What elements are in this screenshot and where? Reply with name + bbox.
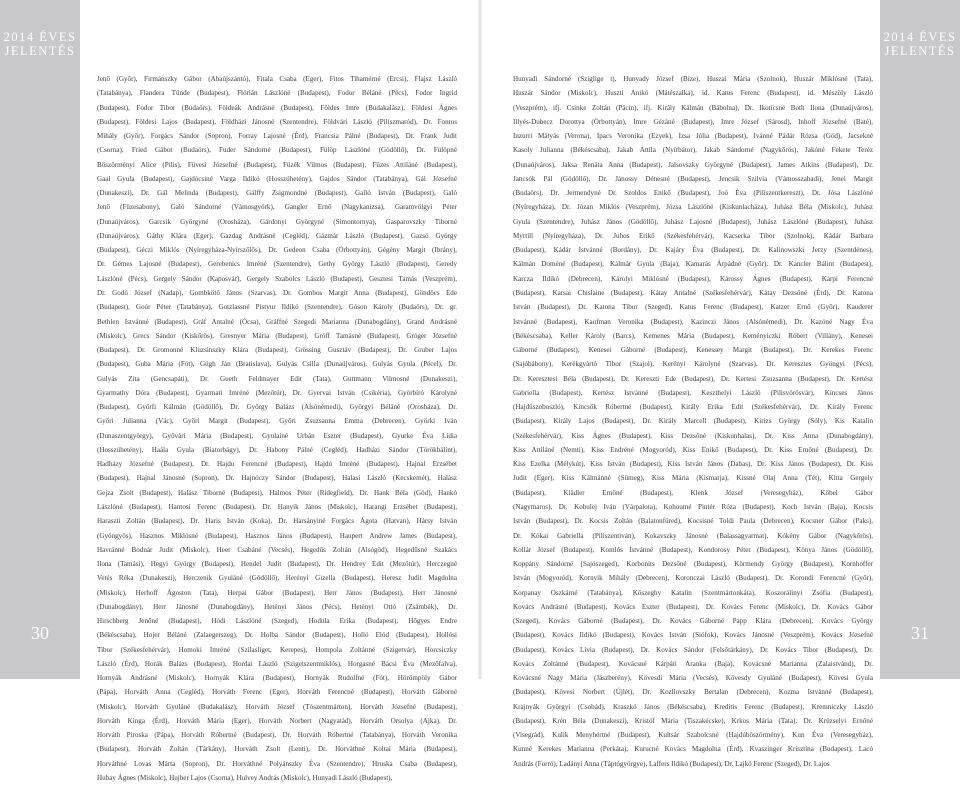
header-title-label: JELENTÉS bbox=[884, 44, 956, 58]
text-line: Dr. Godó József (Nadap), Gombkötő János (Szarvas), Dr. Gombos Margit Anna (Budapest), Göndöcs Ede bbox=[97, 288, 457, 297]
text-line: (Budapest), Földesi Lajos (Budapest), Földházi Jánosné (Szentendre), Földvári László (Piliszmaród), Dr. Fontos bbox=[97, 117, 457, 126]
text-line: Hirschberg Jenőné (Budapest), Hódi Lászlóné (Szeged), Hodula Erika (Budapest), Hőgyes Endre bbox=[97, 617, 457, 626]
text-line: (Budapest), Király Lajos (Budapest), Dr. Király Marcell (Budapest), Kirizs György (Sóly), Kis Katalin bbox=[513, 417, 873, 426]
text-line: Hunyadi Sándorné (Sziglige t), Hunyady József (Bíze), Huszai Mária (Szolnok), Huszár Miklósné (Tata), bbox=[513, 75, 873, 83]
text-line: (Dunaújváros), Gáthy Klára (Eger), Gazdag Andrásné (Cegléd), Gázmár László (Budapest), Gazsó György bbox=[97, 231, 457, 240]
text-line: Kiss Ezelka (Mélykút), Kiss István (Budapest), Kiss István János (Dabas), Dr. Kiss János (Budapest), Dr. Kiss bbox=[513, 460, 873, 469]
text-line: Jenő (Füzesabony), Galó Sándorné (Vámosgyörk), Gangler Ernő (Nagykanizsa), Garamvölgyi Péter bbox=[97, 203, 457, 212]
text-line: (Nagymaros), Dr. Kobulej Iván (Várpalota), Kohoutné Pintér Róza (Budapest), Koch István (Baja), Kocsis bbox=[513, 502, 873, 511]
text-line: Judit (Eger), Kiss Kálmánné (Sümeg), Kiss Mária (Kismarja), Kissné Olaj Anna (Tét), Kitta Gergely bbox=[513, 474, 873, 483]
header-year-label: 2014 ÉVES bbox=[3, 30, 77, 44]
text-line: (Miskolc), Horváth Gyuláné (Budakalász), Horváth József (Tószentmárton), Horváth Józsefné (Budapest), bbox=[97, 702, 457, 711]
text-line: (Budapest), Goór Péter (Tatabánya), Gotzlassné Pistyur Ildikó (Szentendre), Góson Károly (Budaörs), Dr. gr. bbox=[97, 303, 457, 312]
text-line: (Budapest), Guba Mária (Fót), Gúgh Ján (Bratislava), Gulyás Csilla (Dunaújváros), Gulyás Gyula (Pécel), Dr. bbox=[97, 360, 457, 369]
text-line: Győri Julianna (Vác), Győri Margit (Budapest), Győri Zsuzsanna Emma (Debrecen), Györki Iván bbox=[97, 417, 457, 426]
text-line: Dr. Kókai Gabriella (Piliszentiván), Kokavszky Jánosné (Balassagyarmat), Kókény Gábor (Nagykőrös), bbox=[513, 531, 873, 540]
left-page-text bbox=[97, 72, 457, 783]
text-line: (Budapest), Fodor Tibor (Budaörs), Földeák Andrásné (Budapest), Földes Imre (Budakalász), Földesi Ágnes bbox=[97, 103, 457, 112]
text-line: Hubay Ágnes (Miskolc), Hujber Lajos (Csorna), Hulvey András (Miskolc), Hunyadi László (Budapest), bbox=[97, 774, 393, 783]
text-line: (Dunaújváros), Garcsik Györgyné (Orosháza), Gárdonyi Györgyné (Simontornya), Gasparovszky Tiborné bbox=[97, 217, 457, 226]
text-line: (Miskolc), Grecs Sándor (Kiskőrös), Gresnyer Mária (Budapest), Gróff Tamásné (Budapest), Gróger Józsefné bbox=[97, 331, 457, 340]
text-line: Horváthné Lovas Márta (Sopron), Dr. Horváthné Polyánszky Éva (Szentendre), Hruska Csaba (Budapest), bbox=[97, 759, 457, 768]
text-line: (Békéscsaba), Hojer Béláné (Zalaegerszeg), Dr. Holba Sándor (Budapest), Holló Elód (Budapest), Hollósi bbox=[97, 631, 457, 640]
right-margin-strip bbox=[880, 0, 960, 679]
text-line: István (Budapest), Dr. Katona Tibor (Szeged), Katus Ferenc (Budapest), Katzer Ernő (Győr), Kauderer bbox=[513, 303, 873, 312]
text-line: Korpanay Oszkárné (Tatabánya), Kőszeghy Katalin (Szentmártonkáta), Koszorálinyi Zsófia (Budapest), bbox=[513, 588, 873, 597]
text-line: Horváth Kinga (Érd), Horváth Mária (Eger), Horváth Norbert (Nagyatád), Horváth Orsolya (Ajka), Dr. bbox=[97, 716, 457, 725]
text-line: Jenő (Győr), Firmánszky Gábor (Abaújszántó), Fitala Csaba (Eger), Fitos Tihamérné (Ercsi), Flajsz László bbox=[97, 75, 457, 83]
left-margin-strip bbox=[0, 0, 80, 679]
text-line: (Pápa), Horváth Anna (Cegléd), Horváth Ferenc (Eger), Horváth Ferencné (Budapest), Horváth Gáborné bbox=[97, 688, 457, 697]
text-line: (Budapest), Karsai Chislaine (Budapest), Kátay Antalné (Székesfehérvár), Kátay Dezsőné (Érd), Dr. Katona bbox=[513, 288, 873, 297]
page-number-left: 30 bbox=[31, 623, 49, 643]
text-line: Hornyák Andrásné (Miskolc), Hornyák Klára (Budapest), Hornyák Rudolfné (Fót), Hörömpöly Gábor bbox=[97, 674, 457, 683]
text-line: (Szeged), Kovács Gáborné (Budapest), Dr. Kovács Gáborné Papp Klára (Debrecen), Kovács György bbox=[513, 617, 873, 626]
header-year-label: 2014 ÉVES bbox=[883, 30, 957, 44]
text-line: Ilona (Tamási), Hegyi György (Budapest), Hendel Judit (Budapest), Dr. Hendrey Edit (Mezőtúr), Herczegné bbox=[97, 560, 457, 569]
text-line: Gabriella (Budapest), Kertész Istvánné (Budapest), Keszthelyi László (Pilisvörösvár), Kincses János bbox=[513, 388, 873, 397]
text-line: Jancsók Pál (Gödöllő), Dr. Jánossy Dénesné (Budapest), Jencsik Szilvia (Vámosszabadi), Jenei Margit bbox=[513, 174, 873, 183]
text-line: Gáborné (Budapest), Kenesei Gáborné (Budapest), Kenessey Margit (Budapest), Dr. Kerekes Ferenc bbox=[513, 346, 873, 355]
text-line: Kollár József (Budapest), Komlós Istvánné (Budapest), Kondorosy Péter (Budapest), Könya János (Gödöllő), bbox=[513, 545, 873, 554]
text-line: Gejza Zsolt (Budapest), Halász Tiborné (Budapest), Halmos Péter (Ridegfield), Dr. Hank Béla (Göd), Hankó bbox=[97, 488, 457, 497]
text-line: Gyarmathy Dóra (Budapest), Gyarmati Imréné (Mezőtúr), Dr. Gyervai István (Csikéria), Györbíró Károlyné bbox=[97, 388, 457, 397]
text-line: Horváth Piroska (Pápa), Horváth Róbertné (Budapest), Dr. Horváth Róbertné (Tatabánya), Horváth Veronika bbox=[97, 731, 457, 740]
text-line: (Nyíregyháza), Dr. Józan Miklós (Veszprém), Józsa Lászlóné (Kiskunlacháza), Juhász Béla (Miskolc), Juhász bbox=[513, 203, 873, 212]
text-line: (Dunaújváros), Jaksa Renáta Anna (Budapest), Jalsovszky Györgyné (Budapest), James Atkins (Budapest), Dr. bbox=[513, 160, 873, 169]
text-line: Kovács Andrásné (Budapest), Kovács Eszter (Budapest), Dr. Kovács Ferenc (Miskolc), Dr. Kovács Gábor bbox=[513, 602, 873, 611]
text-line: István (Budapest), Dr. Kocsis Zoltán (Balatonfüred), Kocsisné Toldi Paula (Debrecen), Kocsner Gábor (Paks), bbox=[513, 517, 873, 526]
text-line: Lászlóné (Pécs), Gergely Sándor (Kaposvár), Gergely Szabolcs László (Budapest), Gesztesi Tamás (Veszprém), bbox=[97, 274, 457, 283]
text-line: Kiss Attiláné (Nemti), Kiss Endréné (Mogyoród), Kiss Enikő (Budapest), Dr. Kiss Ernőné (Budapest), Dr. bbox=[513, 445, 873, 454]
text-line: (Budapest), Géczi Miklós (Nyíregyháza-Nyírszőlős), Dr. Gedeon Csaba (Örbottyán), Gégény Margit (Ibrány), bbox=[97, 246, 457, 255]
text-line: Vetés Réka (Dunakeszi), Herczenik Gyuláné (Gödöllő), Herényi Gizella (Budapest), Heresz Judit Magdolna bbox=[97, 574, 457, 583]
text-line: (Budapest), Kádár Istvánné (Bordány), Dr. Kajáry Éva (Budapest), Dr. Kalinowszki Jerzy (Szentdénes), bbox=[513, 246, 873, 255]
text-line: (Budapest), Krén Béla (Dunakeszi), Kristóf Mária (Tiszakécske), Krkos Mária (Tata), Dr. Krüzselyi Ernőné bbox=[513, 716, 873, 725]
text-line: Illyés-Dubecz Dorottya (Örbottyán), Imre Gézáné (Budapest), Imre József (Sárosd), Inhoff Józsefné (Baté), bbox=[513, 117, 873, 126]
text-line: Inzurri Mátyás (Verona), Ipacs Veronika (Ezyek), Izsa Júlia (Budapest), Ivánné Pádár Rózsa (Göd), Jacsekné bbox=[513, 132, 873, 141]
text-line: (Budapest), Kovács Lívia (Budapest), Dr. Kovács Sándor (Felsőtárkány), Dr. Kovács Tibor (Budapest), Dr. bbox=[513, 645, 873, 654]
text-line: (Veszprém), ifj. Csinke Zoltán (Pácin), ifj. Király Kálmán (Bábolna), Dr. Ikotícsné Both Ilona (Dunaújváros), bbox=[513, 103, 873, 112]
text-line: Kunné Kerekes Marianna (Perkáta), Kurucné Kovács Magdolna (Érd), Kvaszinger Krisztina (Budapest), Lacó bbox=[513, 745, 873, 754]
text-line: László (Érd), Horák Balázs (Budapest), Hordai László (Szigetszentmiklós), Horgasné Bácsi Éva (Mezőfalva), bbox=[97, 659, 457, 668]
text-line: Karcza Ildikó (Debrecen), Károlyi Miklósné (Budapest), Károssy Ágnes (Budapest), Kárpi Ferencné bbox=[513, 274, 873, 283]
text-line: Hadházy Józsefné (Budapest), Dr. Hajdu Ferencné (Budapest), Hajdú Imréné (Budapest), Hajnal Erzsébet bbox=[97, 460, 457, 469]
text-line: Krajnyák Györgyi (Csobád), Kraszkó János (Békéscsaba), Kreditis Ferenc (Budapest), Kremniczky László bbox=[513, 702, 873, 711]
text-line: Mihály (Győr), Forgács Sándor (Sopron), Forray Lajosné (Érd), Francsia Pálné (Budapest), Dr. Frank Judit bbox=[97, 132, 457, 141]
text-line: (Sajóbábony), Kerékgyártó Tibor (Szajol), Kerényi Károlyné (Szarvas), Dr. Keresztes Gyöngyi (Pécs), bbox=[513, 360, 873, 369]
text-line: Dr. Keresztesi Béla (Budapest), Dr. Kereszti Ede (Budapest), Dr. Kertesi Zsuzsanna (Budapest), Dr. Kertész bbox=[513, 374, 873, 383]
text-line: (Csorna), Fried Gábot (Budaörs), Fuder Sándorné (Budapest), Fülöp Lászlóné (Gödöllő), Dr. Fülöpné bbox=[97, 146, 457, 155]
text-line: (Tatabánya), Flandera Tünde (Budapest), Flórián Lászlóné (Budapest), Fodor Béláné (Pécs), Fodor Ingrid bbox=[97, 89, 457, 98]
text-line: Istvánné (Budapest), Kaufman Veronika (Budapest), Kazinczi János (Alsónémedi), Dr. Kazóné Nagy Éva bbox=[513, 317, 873, 326]
text-line: (Budapest), Horváth Zoltán (Tárkány), Horváth Zsolt (Lenti), Dr. Horváthné Koltai Mária (Budapest), bbox=[97, 745, 457, 754]
text-line: Dr. Gémes Lajosné (Budapest), Gerebenics Imréné (Szentendre), Gethy György László (Budapest), Geredy bbox=[97, 260, 457, 269]
header-title-label: JELENTÉS bbox=[4, 44, 76, 58]
text-line: (Budapest), Kovács Ildikó (Budapest), Kovács István (Siófok), Kovács Jánosné (Veszprém), Kovács Józsefné bbox=[513, 631, 873, 640]
text-line: (Budapest), Dr. Gromonné Kluzsinszky Klára (Budapest), Grössing Gusztáv (Budapest), Dr. Gruber Lajos bbox=[97, 346, 457, 355]
text-line: (Dunabogdány), Herr Jánosné (Dunabogdány), Hetényi János (Pécs), Hetényi Ottó (Zsámbék), Dr. bbox=[97, 602, 457, 611]
text-line: (Budapest), Győrfi Kálmán (Gödöllő), Dr. György Balázs (Alsónémedi), Györgyi Béláné (Orosháza), Dr. bbox=[97, 403, 457, 412]
text-line: Koppány Sándorné (Sajószeged), Korbonits Dezsőné (Budapest), Körmendy György (Budapest), Kornhoffer bbox=[513, 560, 873, 569]
text-line: Gaal Gyula (Budapest), Gajdócsiné Varga Ildikó (Hosszúhetény), Gajdos Sándor (Tatabánya), Gál Józsefné bbox=[97, 174, 457, 183]
text-line: (Hajdúszoboszló), Kincsők Róbertné (Budapest), Király Erika Edit (Székesfehérvár), Dr. Király Ferenc bbox=[513, 403, 873, 412]
text-line: Bethlen Istvánné (Budapest), Gráf Antalné (Ócsa), Gráffné Szegedi Marianna (Dunabogdány), Grand Andrásné bbox=[97, 317, 457, 326]
text-line: Myrtill (Nyíregyháza), Dr. Juhos Erikő (Székesfehérvár), Kacserka Tibor (Szolnok), Kádár Barbara bbox=[513, 231, 873, 240]
text-line: (Budaörs), Dr. Jermendyné Dr. Szoldos Enikő (Budapest), Joó Éva (Piliszentkereszt), Dr. Jósa Lászlóné bbox=[513, 189, 873, 198]
text-line: (Székesfehérvár), Kiss Ágnes (Budapest), Kiss Dezsőné (Kiskunhalas), Dr. Kiss Anna (Dunabogdány), bbox=[513, 431, 873, 440]
text-line: Kasoly Julianna (Békéscsaba), Jakab Attila (Nyírbátor), Jakab Sándorné (Nagykőrös), Jakóné Fekete Teréz bbox=[513, 146, 873, 155]
text-line: Tibor (Székesfehérvár), Homoki Imréné (Szilasliget, Kerepes), Hompola Zoltánné (Szigetvár), Horcsiczky bbox=[97, 645, 457, 654]
text-line: Gulyás Zita (Gencsapáti), Dr. Gueth Feldmayer Edit (Tata), Guttmann Vilmosné (Dunakeszi), bbox=[97, 374, 457, 383]
text-line: Kálmán Doméné (Budapest), Kálmár Gyula (Baja), Kamarás Árpádné (Győr), Dr. Kancler Bálint (Budapest), bbox=[513, 260, 873, 269]
right-page-text bbox=[513, 72, 873, 768]
text-line: (Hosszúhetény), Haála Gyula (Biatorbágy), Dr. Habony Pálné (Cegléd), Hadházi Sándor (Törökbálint), bbox=[97, 445, 457, 454]
text-line: Lászlóné (Budapest), Hantosi Ferenc (Budapest), Dr. Hanyik János (Miskolc), Harangi Erzsébet (Budapest), bbox=[97, 502, 457, 511]
text-line: Kovácsné Nagy Mária (Jászberény), Kövesdi Mária (Vecsés), Kövesdy Gyuláné (Budapest), Kövesi Gyula bbox=[513, 674, 873, 683]
page-gutter bbox=[478, 0, 482, 679]
page-number-right: 31 bbox=[911, 623, 929, 643]
text-line: (Békéscsaba), Keller Károly (Barcs), Kemenes Mária (Budapest), Keményiczki Róbert (Villány), Kenesei bbox=[513, 331, 873, 340]
text-line: (Budapest), Klädler Ernőné (Budapest), Klenk József (Veresegyház), Kőbel Gábor bbox=[513, 488, 873, 497]
text-line: (Budapest), Kövesi Norbert (Újlét), Dr. Kozllovszky Bertalan (Debrecen), Kozma Istvánné (Budapest), bbox=[513, 688, 873, 697]
text-line: (Budapest), Hajnal Jánosné (Sopron), Dr. Hajnóczy Sándor (Budapest), Halasi László (Kecskemét), Halász bbox=[97, 474, 457, 483]
text-line: (Visegrád), Kulik Menyhértné (Budapest), Kultsár Szabolcsné (Hajdúböszörmény), Kun Éva (Veresegyház), bbox=[513, 731, 873, 740]
text-line: Kovács Zoltánné (Budapest), Kovácsné Kárpáti Aranka (Baja), Kovácsné Marianna (Zalaistvánd), Dr. bbox=[513, 659, 873, 668]
text-line: András (Forró), Ladányi Anna (Táptógyörgye), Laffers Ildikó (Budapest), Dr. Lajkó Ferenc (Szeged), Dr. Lajos bbox=[513, 759, 830, 768]
text-line: (Dunaszentgyörgy), Győvári Mária (Budapest), Gyulainé Urbán Eszter (Budapest), Gyurke Éva Lídia bbox=[97, 431, 457, 440]
text-line: Havránné Bodnár Judit (Miskolc), Heer Csabáné (Vecsés), Hegedűs Zoltán (Alsógöd), Hegedűsné Szakács bbox=[97, 545, 457, 554]
text-line: Gyula (Szentendre), Juhász János (Gödöllő), Juhász Lajosné (Budapest), Juhász Lászlóné (Budapest), Juhász bbox=[513, 217, 873, 226]
text-line: István (Mogyoród), Kornyik Mihály (Debrecen), Koronczai László (Budapest), Dr. Korondi Ferencné (Győr), bbox=[513, 574, 873, 583]
text-line: (Gyöngyös), Hasznos Miklósné (Budapest), Hasznos János (Budapest), Haupert Andrew James (Budapest), bbox=[97, 531, 457, 540]
text-line: Böszörményi Alice (Pilis), Füvesi Józsefné (Budapest), Füzék Vilmos (Budapest), Füzes Attiláné (Budapest), bbox=[97, 160, 457, 169]
text-line: Haraszti Zoltán (Budapest), Dr. Haris István (Koka), Dr. Harsányiné Forgács Ágota (Hatvan), Hársy István bbox=[97, 517, 457, 526]
text-line: (Miskolc), Herhoff Ágoston (Tata), Herpai Gábor (Budapest), Herr János (Budapest), Herr Jánosné bbox=[97, 588, 457, 597]
text-line: (Dunakeszi), Dr. Gál Melinda (Budapest), Gálffy Zsigmondné (Budapest), Galló István (Budapest), Galó bbox=[97, 189, 457, 198]
text-line: Huszár Sándor (Miskolc), Huszti Anikó (Mátészalka), id. Katus Ferenc (Budapest), id. Mészöly László bbox=[513, 89, 873, 98]
